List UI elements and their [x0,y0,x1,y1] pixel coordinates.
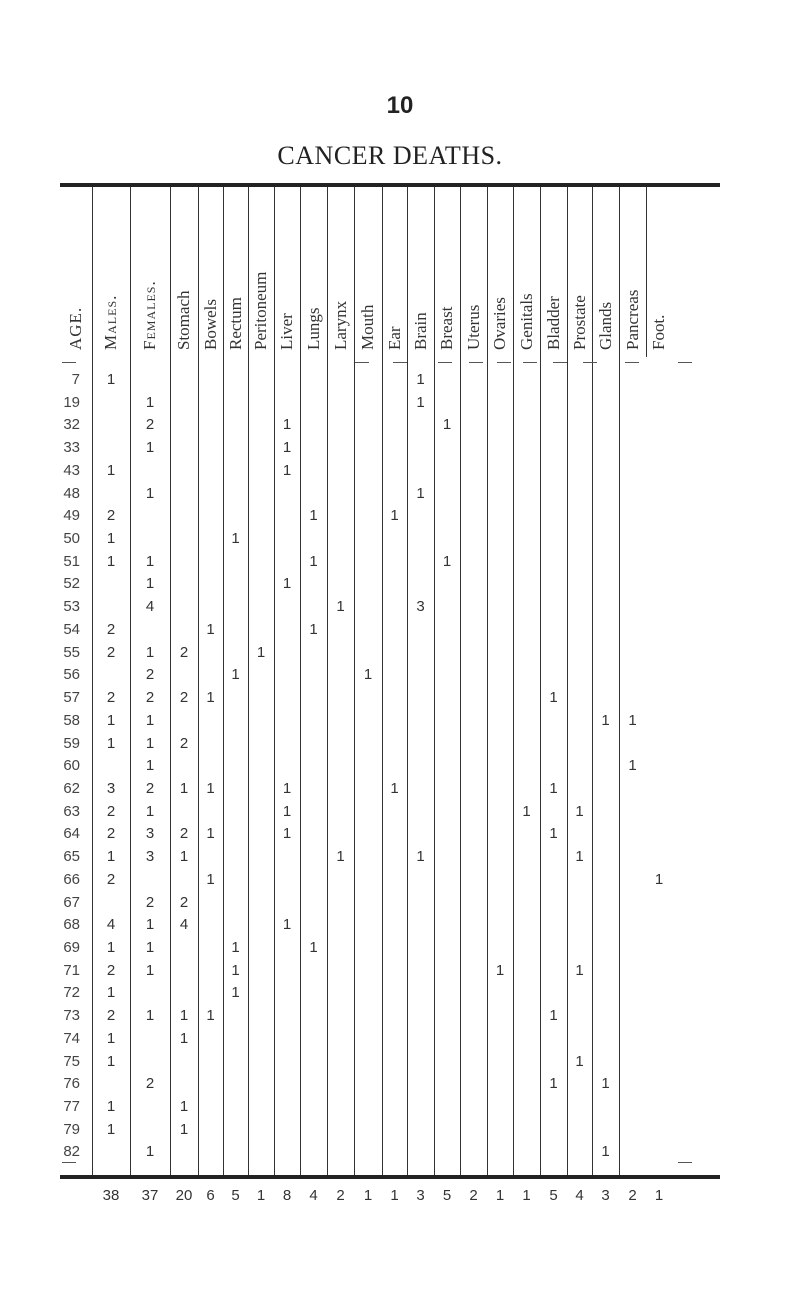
total-ear: 1 [390,1187,399,1204]
cell-brain: 1 [416,393,425,411]
cell-ear: 1 [390,507,399,525]
cell-larynx: 1 [336,848,345,866]
cell-ovaries: 1 [495,961,505,979]
header-ovaries [487,192,513,354]
age-cell: 19 [63,393,80,411]
cell-bowels: 1 [206,870,215,888]
cell-females: 1 [145,552,155,570]
header-prostate [567,192,592,354]
cell-females: 1 [145,711,155,729]
cell-stomach: 2 [179,689,189,707]
cell-stomach: 1 [179,848,189,866]
page-title: CANCER DEATHS. [277,141,503,170]
age-cell: 79 [63,1120,80,1138]
total-peritoneum: 1 [256,1187,266,1204]
cell-liver: 1 [282,779,292,797]
cell-males: 2 [106,620,116,638]
header-peritoneum [248,192,274,354]
header-dash [393,362,407,363]
total-dash [678,1162,692,1163]
header-label: Uterus [463,304,483,350]
header-age [60,192,92,354]
age-cell: 55 [63,643,80,661]
age-cell: 58 [63,711,80,729]
age-cell: 56 [63,666,80,684]
header-dash [523,362,537,363]
header-uterus [460,192,487,354]
cell-stomach: 1 [179,1098,189,1116]
header-lungs [300,192,327,354]
total-prostate: 4 [575,1187,584,1204]
cell-brain: 1 [416,848,425,866]
age-cell: 60 [63,757,80,775]
cell-rectum: 1 [231,939,240,956]
header-bowels [198,192,223,354]
header-label: Larynx [330,300,350,350]
total-bladder: 5 [549,1187,558,1204]
cell-females: 2 [145,1075,155,1093]
age-cell: 51 [63,552,80,570]
cell-females: 1 [145,802,155,820]
cell-males: 1 [106,552,116,570]
cell-pancreas: 1 [628,757,637,775]
cell-liver: 1 [282,416,292,434]
age-cell: 67 [63,893,80,911]
header-genitals [513,192,540,354]
cell-males: 1 [106,1098,116,1116]
cell-females: 1 [145,575,155,593]
age-cell: 7 [71,371,80,388]
age-cell: 68 [63,916,80,934]
cell-females: 1 [145,484,155,502]
cell-males: 3 [106,779,116,797]
header-bladder [540,192,567,354]
age-cell: 57 [63,689,80,707]
cell-glands: 1 [601,711,610,729]
age-cell: 82 [63,1143,80,1161]
total-males: 38 [102,1187,120,1204]
cell-genitals: 1 [522,802,531,820]
header-label: Bladder [543,296,563,350]
cell-lungs: 1 [309,507,318,525]
header-larynx [327,192,354,354]
total-glands: 3 [601,1187,610,1204]
cell-females: 1 [145,961,155,979]
header-rectum [223,192,248,354]
header-dash [678,362,692,363]
age-cell: 59 [63,734,80,752]
age-cell: 48 [63,484,80,502]
cell-bladder: 1 [549,825,558,843]
cell-females: 1 [145,757,155,775]
age-cell: 71 [63,961,80,979]
age-cell: 74 [63,1029,80,1047]
total-bowels: 6 [206,1187,215,1204]
age-cell: 50 [63,530,80,548]
cell-females: 1 [145,393,155,411]
header-label: Females. [140,280,159,350]
header-dash [497,362,511,363]
age-cell: 63 [63,802,80,820]
total-mouth: 1 [363,1187,373,1204]
cell-males: 1 [106,371,116,388]
age-cell: 73 [63,1007,80,1025]
cell-females: 1 [145,939,155,956]
cell-stomach: 2 [179,643,189,661]
header-label: Mouth [358,304,377,350]
age-cell: 49 [63,507,80,525]
cell-males: 1 [106,1120,116,1138]
cell-females: 2 [145,416,155,434]
age-cell: 77 [63,1098,80,1116]
cell-pancreas: 1 [628,711,637,729]
cell-females: 1 [145,916,155,934]
cell-females: 3 [145,848,155,866]
cell-bladder: 1 [549,1007,558,1025]
cell-prostate: 1 [575,961,584,979]
total-larynx: 2 [336,1187,345,1204]
cell-females: 1 [145,1143,155,1161]
cell-liver: 1 [282,825,292,843]
cell-males: 1 [106,1052,116,1070]
header-label: Lungs [303,307,323,350]
cell-stomach: 1 [179,1007,189,1025]
header-dash [62,362,76,363]
cell-liver: 1 [282,916,292,934]
cell-rectum: 1 [231,984,240,1002]
header-label: Liver [277,313,296,350]
page-number: 10 [386,92,414,119]
cell-males: 2 [106,1007,116,1025]
header-label: AGE. [66,306,85,350]
cell-males: 2 [106,689,116,707]
header-label: Pancreas [622,289,642,350]
cell-females: 1 [145,439,155,457]
header-mouth [354,192,382,354]
header-label: Glands [595,301,615,350]
cell-stomach: 2 [179,825,189,843]
age-cell: 33 [63,439,80,457]
cell-males: 2 [106,643,116,661]
age-cell: 62 [63,779,80,797]
cell-bowels: 1 [206,620,215,638]
header-label: Foot. [649,314,668,350]
total-foot: 1 [654,1187,664,1204]
header-label: Stomach [174,290,193,350]
header-dash [553,362,567,363]
cell-mouth: 1 [363,666,373,684]
age-cell: 75 [63,1052,80,1070]
top-rule [60,183,720,187]
cell-males: 2 [106,802,116,820]
cell-bladder: 1 [549,689,558,707]
cell-males: 1 [106,984,116,1002]
cell-females: 2 [145,689,155,707]
header-stomach [170,192,198,354]
cell-stomach: 1 [179,1029,189,1047]
header-brain [407,192,434,354]
age-cell: 72 [63,984,80,1002]
header-dash [355,362,369,363]
header-males [92,192,130,354]
header-label: Bowels [200,299,220,350]
total-uterus: 2 [469,1187,478,1204]
cell-bowels: 1 [206,779,215,797]
cell-stomach: 2 [179,893,189,911]
total-breast: 5 [442,1187,452,1204]
header-dash [469,362,483,363]
header-dash [438,362,452,363]
cell-males: 1 [106,1029,116,1047]
cell-males: 1 [106,461,116,479]
cell-liver: 1 [282,802,292,820]
cell-lungs: 1 [309,552,318,570]
age-cell: 52 [63,575,80,593]
cell-females: 2 [145,666,155,684]
cell-lungs: 1 [309,939,318,956]
header-label: Breast [437,306,456,350]
cell-rectum: 1 [231,530,240,548]
header-label: Rectum [225,297,245,350]
cell-males: 1 [106,848,116,866]
cell-rectum: 1 [231,961,240,979]
cell-stomach: 2 [179,734,189,752]
header-pancreas [619,192,646,354]
cell-rectum: 1 [231,666,240,684]
cell-females: 2 [145,779,155,797]
cell-females: 1 [145,734,155,752]
header-females [130,192,170,354]
cell-glands: 1 [601,1075,610,1093]
header-label: Ear [384,326,404,350]
cell-breast: 1 [442,416,452,434]
cell-ear: 1 [390,779,399,797]
header-label: Brain [410,312,430,350]
cell-males: 1 [106,711,116,729]
age-cell: 64 [63,825,80,843]
total-ovaries: 1 [495,1187,505,1204]
cell-males: 1 [106,530,116,548]
cell-females: 3 [145,825,155,843]
cell-glands: 1 [601,1143,610,1161]
cell-bowels: 1 [206,689,215,707]
header-label: Prostate [569,295,589,350]
total-genitals: 1 [522,1187,531,1204]
total-liver: 8 [282,1187,292,1204]
header-dash [583,362,597,363]
cell-prostate: 1 [575,848,584,866]
header-breast [434,192,460,354]
age-cell: 54 [63,620,80,638]
cell-males: 2 [106,870,116,888]
cell-larynx: 1 [336,598,345,616]
cell-bladder: 1 [549,1075,558,1093]
cell-liver: 1 [282,575,292,593]
cell-males: 1 [106,939,116,956]
cell-stomach: 1 [179,1120,189,1138]
total-stomach: 20 [175,1187,193,1204]
total-females: 37 [141,1187,159,1204]
cell-prostate: 1 [575,1052,584,1070]
cell-peritoneum: 1 [256,643,266,661]
cell-lungs: 1 [309,620,318,638]
header-ear [382,192,407,354]
total-brain: 3 [416,1187,425,1204]
header-label: Peritoneum [251,271,270,350]
total-dash [62,1162,76,1163]
cell-stomach: 1 [179,779,189,797]
cell-foot: 1 [654,870,664,888]
cell-brain: 1 [416,371,425,388]
cell-bowels: 1 [206,825,215,843]
cell-females: 2 [145,893,155,911]
total-pancreas: 2 [628,1187,637,1204]
age-cell: 32 [63,416,80,434]
cell-brain: 3 [416,598,425,616]
age-cell: 43 [63,461,80,479]
bottom-rule [60,1175,720,1179]
cell-males: 1 [106,734,116,752]
cell-liver: 1 [282,461,292,479]
cell-males: 2 [106,825,116,843]
cell-liver: 1 [282,439,292,457]
age-cell: 53 [63,598,80,616]
header-label: Genitals [516,293,536,350]
age-cell: 69 [63,939,80,956]
cell-males: 4 [106,916,116,934]
cell-prostate: 1 [575,802,584,820]
age-cell: 65 [63,848,80,866]
cell-females: 1 [145,1007,155,1025]
header-dash [625,362,639,363]
cell-females: 4 [145,598,155,616]
cell-bowels: 1 [206,1007,215,1025]
age-cell: 66 [63,870,80,888]
cell-stomach: 4 [179,916,189,934]
age-cell: 76 [63,1075,80,1093]
cell-males: 2 [106,507,116,525]
header-label: Ovaries [490,297,509,350]
header-glands [592,192,619,354]
header-foot [646,192,672,354]
header-label: Males. [101,294,120,350]
cell-females: 1 [145,643,155,661]
cell-males: 2 [106,961,116,979]
total-lungs: 4 [309,1187,318,1204]
header-liver [274,192,300,354]
total-rectum: 5 [231,1187,240,1204]
cell-breast: 1 [442,552,452,570]
cell-brain: 1 [416,484,425,502]
cell-bladder: 1 [549,779,558,797]
